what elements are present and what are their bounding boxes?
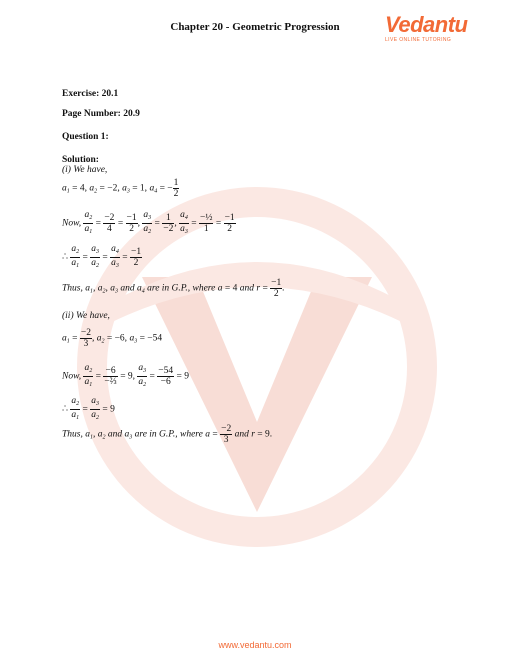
page-number-label: Page Number: 20.9 [62,109,140,119]
footer-url[interactable]: www.vedantu.com [218,640,292,650]
equation-i-therefore: ∴ $\frac{a_2}{a_1}$ = $\frac{a_3}{a_2}$ = $\frac{a_4}{a_3}$ = $\frac{-1}{2}$ [62,244,142,269]
part-i-intro: (i) We have, [62,165,108,175]
page-header-title: Chapter 20 - Geometric Progression [170,21,340,33]
equation-ii-ratios: Now, $\frac{a_2}{a_1}$ = $\frac{-6}{\text{−⅔}}$ = 9, $\frac{a_3}{a_2}$ = $\frac{-54}{-6}$ = 9 [62,363,189,388]
exercise-label: Exercise: 20.1 [62,89,119,99]
question-label: Question 1: [62,132,109,142]
conclusion-ii: Thus, $a_1$, $a_2$ and $a_3$ are in G.P., where a = $\frac{-2}{3}$ and r = 9. [62,424,273,445]
vedantu-logo [385,14,467,48]
equation-ii-therefore: ∴ $\frac{a_2}{a_1}$ = $\frac{a_3}{a_2}$ = 9 [62,396,115,421]
equation-i-terms: $a_1 = 4$, $a_2 = -2$, $a_3 = 1$, $a_4$ = − $\frac{1}{2}$ [62,178,179,199]
logo-wordmark: Vedantu [385,12,468,37]
part-ii-intro: (ii) We have, [62,311,110,321]
equation-i-ratios: Now, $\frac{a_2}{a_1}$ = $\frac{-2}{4}$ = $\frac{-1}{2}$ , $\frac{a_3}{a_2}$ = $\frac{1}{-2}$ , $\frac{a_4}{a_3}$ = $\frac{\text{−½}}{1}$ = $\frac{-1}{2}$ [62,210,235,235]
solution-label: Solution: [62,155,99,165]
conclusion-i: Thus, $a_1$, $a_2$, $a_3$ and $a_4$ are in G.P., where a = 4 and r = $\frac{-1}{2}$ . [62,278,285,299]
equation-ii-terms: $a_1$ = $\frac{-2}{3}$ , $a_2 = -6$, $a_3 = -54$ [62,328,163,349]
logo-tagline: LIVE ONLINE TUTORING [385,37,452,43]
